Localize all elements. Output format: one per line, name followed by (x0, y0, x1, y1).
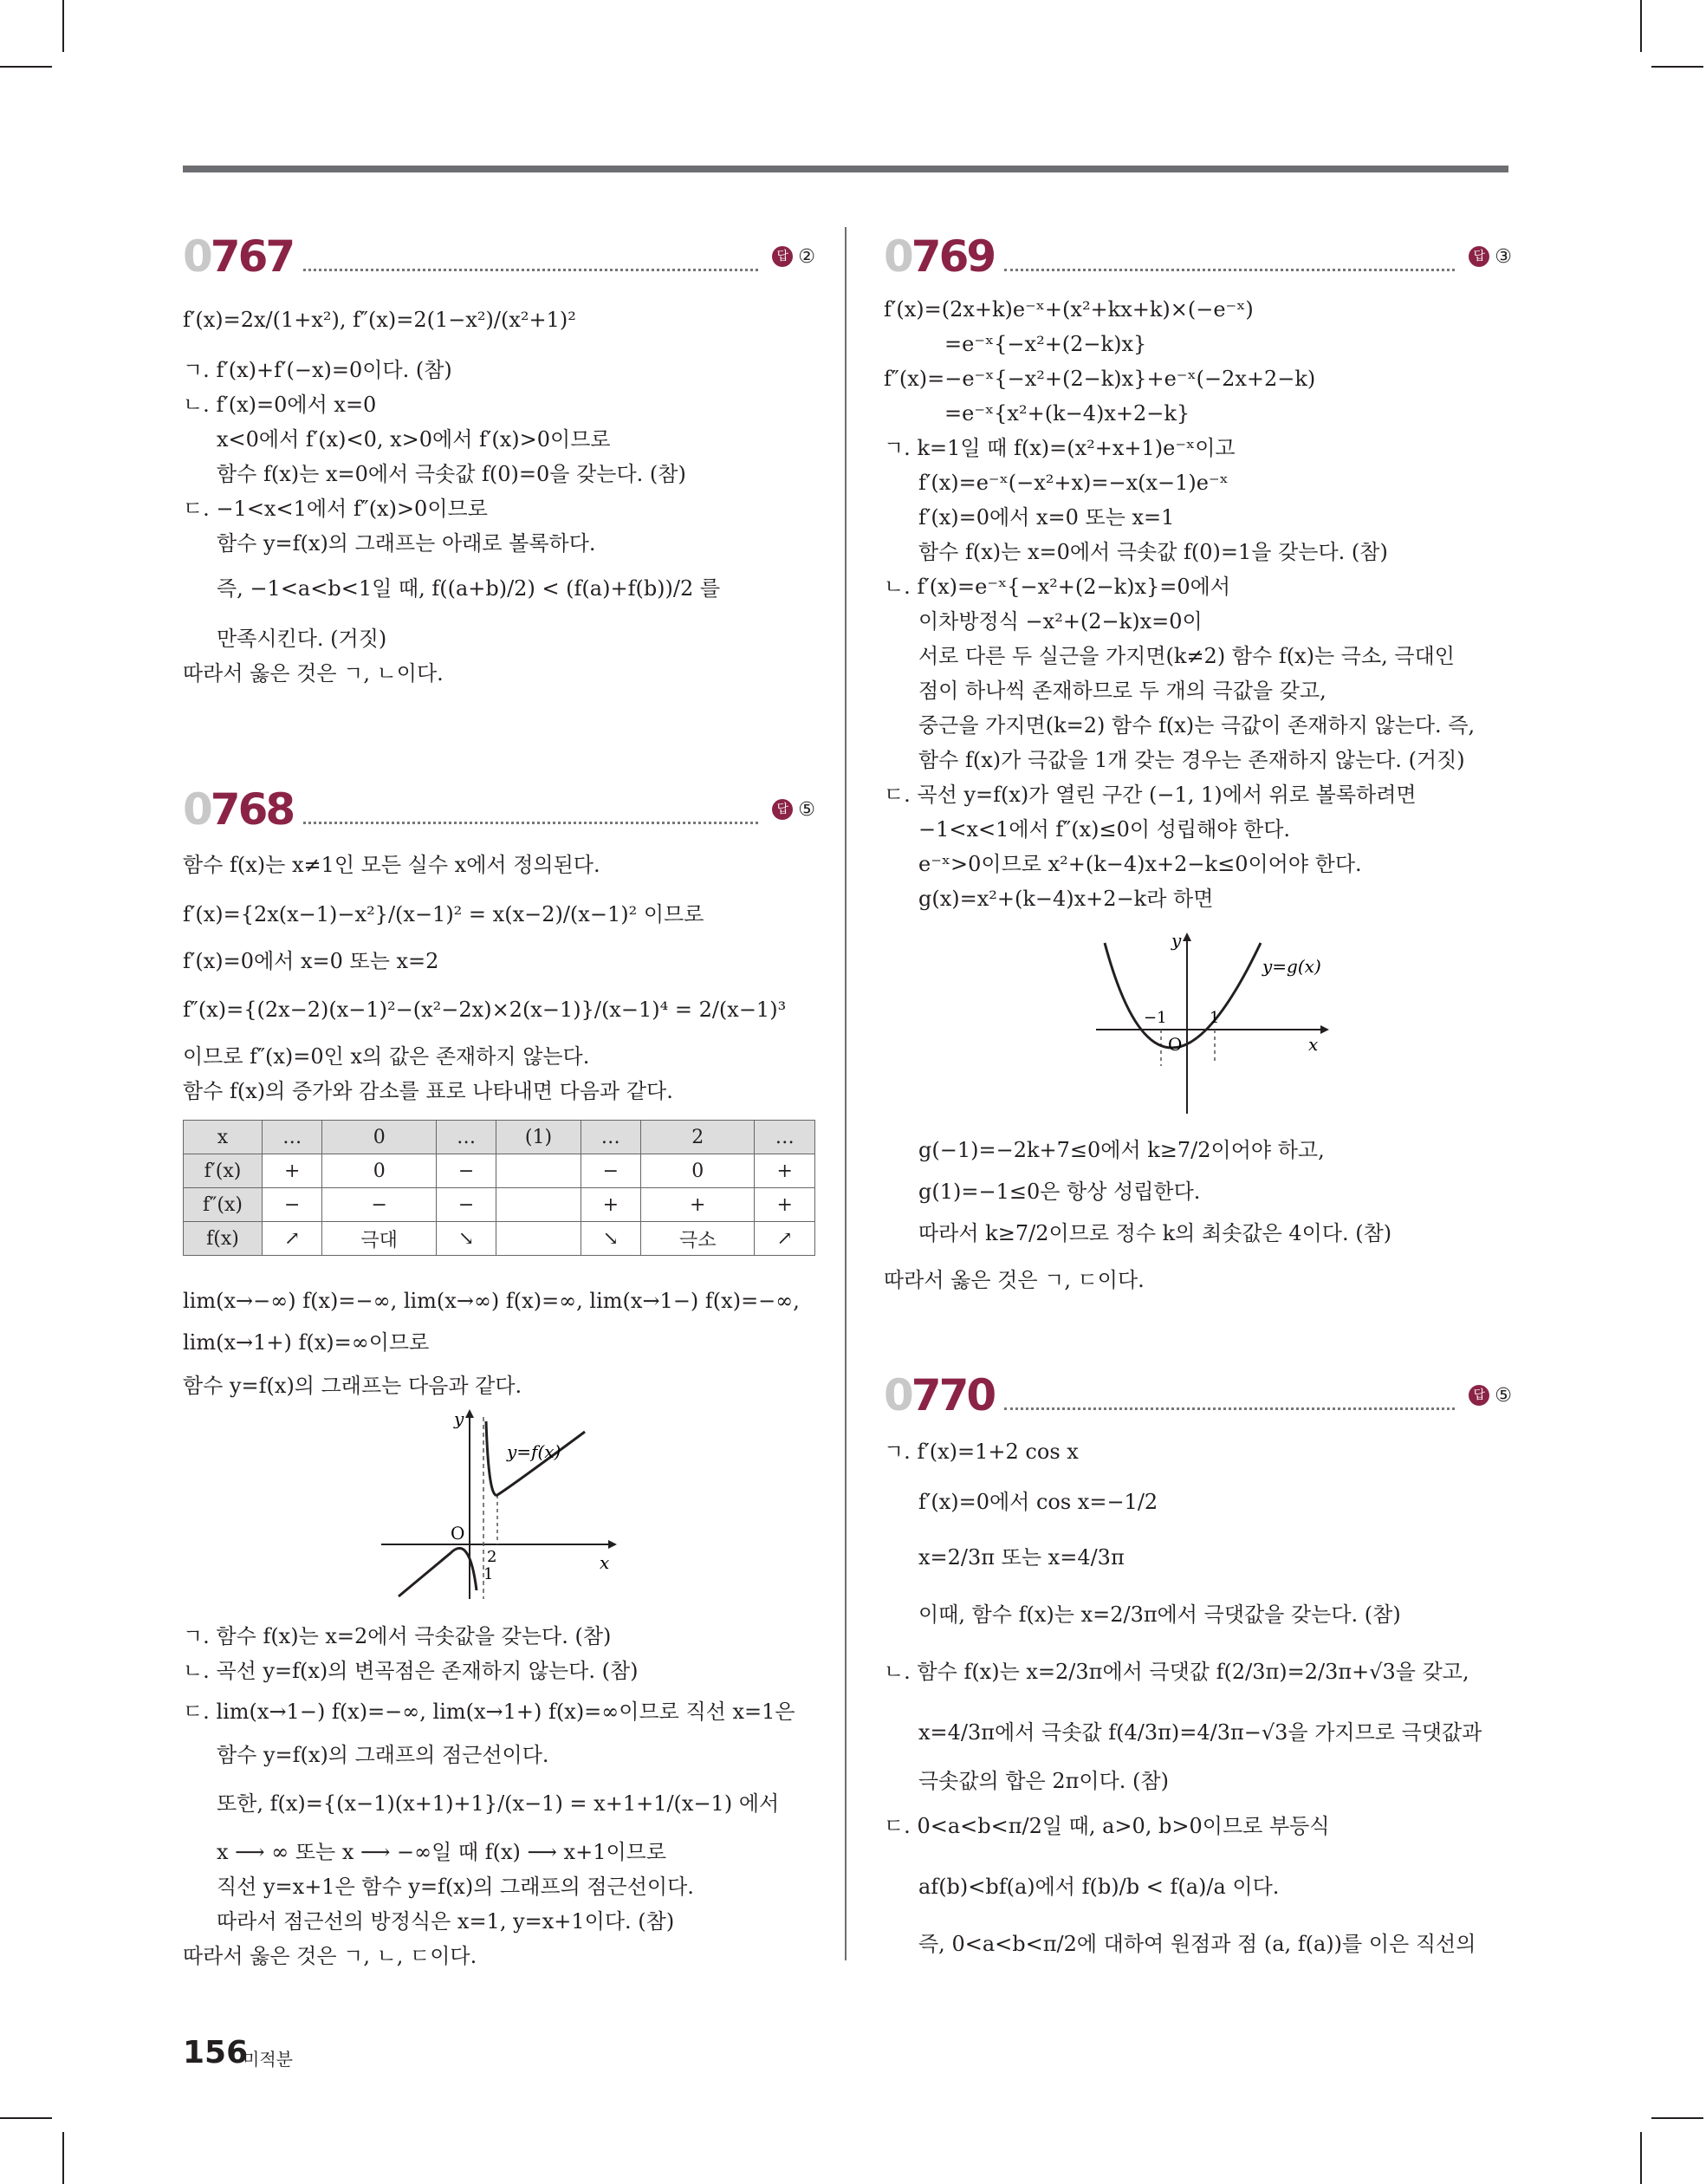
problem-header-767 (183, 231, 815, 283)
solution-line: 함수 y=f(x)의 그래프는 아래로 볼록하다. (217, 531, 596, 556)
column-divider (845, 227, 847, 1960)
solution-line: 만족시킨다. (거짓) (217, 627, 387, 651)
table-cell: f(x) (184, 1222, 263, 1256)
table-cell (496, 1154, 581, 1188)
solution-line: ㄷ. lim(x→1−) f(x)=−∞, lim(x→1+) f(x)=∞이므로 직선 x=1은 (183, 1700, 795, 1724)
answer-badge: 답 ⑤ (1469, 1385, 1512, 1407)
leader-dots (303, 796, 758, 824)
solution-line: x ⟶ ∞ 또는 x ⟶ −∞일 때 f(x) ⟶ x+1이므로 (217, 1840, 667, 1864)
solution-line: f′(x)=0에서 x=0 또는 x=1 (918, 505, 1175, 530)
solution-line: 함수 f(x)가 극값을 1개 갖는 경우는 존재하지 않는다. (거짓) (918, 748, 1465, 772)
answer-badge: 답 ③ (1469, 246, 1512, 268)
solution-line: ㄱ. 함수 f(x)는 x=2에서 극솟값을 갖는다. (참) (183, 1624, 612, 1648)
solution-line: 따라서 점근선의 방정식은 x=1, y=x+1이다. (참) (217, 1909, 675, 1934)
solution-line: 함수 f(x)는 x=0에서 극솟값 f(0)=0을 갖는다. (참) (217, 462, 686, 486)
table-cell: 2 (641, 1121, 755, 1154)
solution-line: f′(x)=0에서 cos x=−1/2 (918, 1490, 1158, 1514)
table-cell: ↘ (436, 1222, 496, 1256)
problem-number: 0767 (183, 231, 294, 282)
table-cell: … (581, 1121, 640, 1154)
crop-mark (62, 2132, 64, 2184)
solution-line: ㄱ. f′(x)=1+2 cos x (884, 1440, 1079, 1464)
solution-line: 함수 y=f(x)의 그래프의 점근선이다. (217, 1743, 549, 1767)
table-row (184, 1188, 815, 1222)
tick-label: 2 (487, 1548, 497, 1566)
table-cell: − (436, 1154, 496, 1188)
table-cell: … (436, 1121, 496, 1154)
crop-mark (0, 2117, 52, 2119)
solution-line: 따라서 옳은 것은 ㄱ, ㄷ이다. (884, 1268, 1145, 1292)
origin-label: O (1168, 1034, 1183, 1055)
page-number: 156 (183, 2035, 249, 2070)
table-cell: ↗ (755, 1222, 815, 1256)
solution-line: 따라서 k≥7/2이므로 정수 k의 최솟값은 4이다. (참) (918, 1221, 1392, 1245)
problem-header-769 (884, 231, 1512, 283)
solution-line: ㄴ. 곡선 y=f(x)의 변곡점은 존재하지 않는다. (참) (183, 1659, 639, 1683)
solution-line: ㄴ. f′(x)=e⁻ˣ{−x²+(2−k)x}=0에서 (884, 575, 1231, 599)
solution-line: 함수 f(x)는 x≠1인 모든 실수 x에서 정의된다. (183, 853, 600, 877)
crop-mark (1651, 2117, 1703, 2119)
solution-line: f′(x)=e⁻ˣ(−x²+x)=−x(x−1)e⁻ˣ (918, 471, 1229, 495)
solution-line: f″(x)=−e⁻ˣ{−x²+(2−k)x}+e⁻ˣ(−2x+2−k) (884, 367, 1316, 391)
table-cell: − (581, 1154, 640, 1188)
solution-line: 따라서 옳은 것은 ㄱ, ㄴ, ㄷ이다. (183, 1944, 477, 1968)
tick-label: −1 (1144, 1009, 1167, 1027)
table-cell: 0 (641, 1154, 755, 1188)
solution-line: 즉, 0<a<b<π/2에 대하여 원점과 점 (a, f(a))를 이은 직선의 (918, 1932, 1476, 1956)
table-row (184, 1222, 815, 1256)
table-cell: ↗ (263, 1222, 322, 1256)
solution-line: 점이 하나씩 존재하므로 두 개의 극값을 갖고, (918, 679, 1327, 703)
tick-label: 1 (1210, 1009, 1220, 1027)
table-cell: + (755, 1154, 815, 1188)
solution-line: 이때, 함수 f(x)는 x=2/3π에서 극댓값을 갖는다. (참) (918, 1602, 1401, 1627)
table-cell (496, 1188, 581, 1222)
table-cell: + (263, 1154, 322, 1188)
solution-line: 또한, f(x)={(x−1)(x+1)+1}/(x−1) = x+1+1/(x−1) 에서 (217, 1791, 780, 1816)
table-cell: − (263, 1188, 322, 1222)
solution-line: f″(x)={(2x−2)(x−1)²−(x²−2x)×2(x−1)}/(x−1)⁴ = 2/(x−1)³ (183, 998, 787, 1022)
table-cell: (1) (496, 1121, 581, 1154)
section-label: 미적분 (243, 2049, 293, 2070)
crop-mark (1640, 0, 1642, 52)
problem-header-768 (183, 783, 815, 835)
table-cell: 극대 (322, 1222, 436, 1256)
table-cell: … (755, 1121, 815, 1154)
leader-dots (1004, 243, 1455, 271)
table-cell: + (755, 1188, 815, 1222)
crop-mark (62, 0, 64, 52)
solution-line: −1<x<1에서 f″(x)≤0이 성립해야 한다. (918, 817, 1291, 842)
crop-mark (1640, 2132, 1642, 2184)
solution-line: g(−1)=−2k+7≤0에서 k≥7/2이어야 하고, (918, 1138, 1325, 1162)
axis-label-y: y (454, 1408, 464, 1429)
solution-line: ㄷ. −1<x<1에서 f″(x)>0이므로 (183, 497, 488, 521)
solution-line: 함수 f(x)는 x=0에서 극솟값 f(0)=1을 갖는다. (참) (918, 540, 1388, 564)
axis-label-x: x (1308, 1034, 1319, 1055)
solution-line: ㄴ. 함수 f(x)는 x=2/3π에서 극댓값 f(2/3π)=2/3π+√3을 갖고, (884, 1660, 1469, 1684)
graph-769 (1092, 927, 1334, 1118)
table-cell: − (436, 1188, 496, 1222)
solution-line: 직선 y=x+1은 함수 y=f(x)의 그래프의 점근선이다. (217, 1875, 694, 1899)
solution-line: f′(x)={2x(x−1)−x²}/(x−1)² = x(x−2)/(x−1)² 이므로 (183, 902, 704, 926)
table-cell: ↘ (581, 1222, 640, 1256)
solution-line: ㄴ. f′(x)=0에서 x=0 (183, 393, 377, 417)
table-cell: f″(x) (184, 1188, 263, 1222)
solution-line: 함수 y=f(x)의 그래프는 다음과 같다. (183, 1374, 522, 1398)
increase-decrease-table (183, 1120, 815, 1256)
table-row (184, 1154, 815, 1188)
tick-label: 1 (483, 1565, 494, 1583)
solution-line: ㄷ. 곡선 y=f(x)가 열린 구간 (−1, 1)에서 위로 볼록하려면 (884, 783, 1417, 807)
table-cell: 극소 (641, 1222, 755, 1256)
solution-line: 함수 f(x)의 증가와 감소를 표로 나타내면 다음과 같다. (183, 1079, 673, 1103)
table-cell: + (581, 1188, 640, 1222)
axis-label-x: x (600, 1552, 610, 1573)
solution-line: 극솟값의 합은 2π이다. (참) (918, 1769, 1169, 1793)
solution-line: =e⁻ˣ{−x²+(2−k)x} (944, 332, 1147, 356)
crop-mark (0, 66, 52, 68)
solution-line: f′(x)=2x/(1+x²), f″(x)=2(1−x²)/(x²+1)² (183, 308, 576, 332)
answer-badge: 답 ⑤ (772, 799, 815, 821)
leader-dots (1004, 1381, 1455, 1410)
table-cell: 0 (322, 1121, 436, 1154)
crop-mark (1651, 66, 1703, 68)
table-cell (496, 1222, 581, 1256)
problem-number: 0769 (884, 231, 995, 282)
solution-line: ㄱ. f′(x)+f′(−x)=0이다. (참) (183, 358, 452, 382)
table-cell: − (322, 1188, 436, 1222)
solution-line: f′(x)=(2x+k)e⁻ˣ+(x²+kx+k)×(−e⁻ˣ) (884, 297, 1254, 322)
solution-line: ㄷ. 0<a<b<π/2일 때, a>0, b>0이므로 부등식 (884, 1814, 1330, 1838)
solution-line: 이므로 f″(x)=0인 x의 값은 존재하지 않는다. (183, 1044, 590, 1069)
curve-label: y=f(x) (507, 1441, 561, 1462)
solution-line: x<0에서 f′(x)<0, x>0에서 f′(x)>0이므로 (217, 427, 611, 452)
solution-line: ㄱ. k=1일 때 f(x)=(x²+x+1)e⁻ˣ이고 (884, 436, 1236, 460)
solution-line: f′(x)=0에서 x=0 또는 x=2 (183, 949, 439, 973)
graph-768 (373, 1404, 624, 1603)
solution-line: 중근을 가지면(k=2) 함수 f(x)는 극값이 존재하지 않는다. 즉, (918, 713, 1476, 738)
table-cell: f′(x) (184, 1154, 263, 1188)
solution-line: e⁻ˣ>0이므로 x²+(k−4)x+2−k≤0이어야 한다. (918, 852, 1362, 876)
leader-dots (303, 243, 758, 271)
solution-line: 이차방정식 −x²+(2−k)x=0이 (918, 609, 1203, 634)
solution-line: 서로 다른 두 실근을 가지면(k≠2) 함수 f(x)는 극소, 극대인 (918, 644, 1455, 668)
table-cell: … (263, 1121, 322, 1154)
top-rule (183, 166, 1508, 172)
table-cell: + (641, 1188, 755, 1222)
table-header-row (184, 1121, 815, 1154)
table-cell: x (184, 1121, 263, 1154)
solution-line: x=4/3π에서 극솟값 f(4/3π)=4/3π−√3을 가지므로 극댓값과 (918, 1720, 1482, 1745)
solution-line: x=2/3π 또는 x=4/3π (918, 1545, 1125, 1570)
solution-line: 따라서 옳은 것은 ㄱ, ㄴ이다. (183, 661, 444, 686)
curve-label: y=g(x) (1262, 956, 1321, 977)
origin-label: O (451, 1523, 465, 1544)
solution-line: lim(x→1+) f(x)=∞이므로 (183, 1330, 430, 1355)
answer-badge: 답 ② (772, 246, 815, 268)
problem-header-770 (884, 1369, 1512, 1421)
solution-line: g(x)=x²+(k−4)x+2−k라 하면 (918, 887, 1214, 911)
axis-label-y: y (1171, 930, 1182, 951)
solution-line: af(b)<bf(a)에서 f(b)/b < f(a)/a 이다. (918, 1875, 1280, 1899)
problem-number: 0770 (884, 1370, 995, 1420)
solution-line: g(1)=−1≤0은 항상 성립한다. (918, 1180, 1201, 1204)
solution-line: lim(x→−∞) f(x)=−∞, lim(x→∞) f(x)=∞, lim(x→1−) f(x)=−∞, (183, 1289, 800, 1313)
problem-number: 0768 (183, 784, 294, 835)
solution-line: 즉, −1<a<b<1일 때, f((a+b)/2) < (f(a)+f(b))/2 를 (217, 576, 721, 601)
table-cell: 0 (322, 1154, 436, 1188)
solution-line: =e⁻ˣ{x²+(k−4)x+2−k} (944, 401, 1190, 426)
